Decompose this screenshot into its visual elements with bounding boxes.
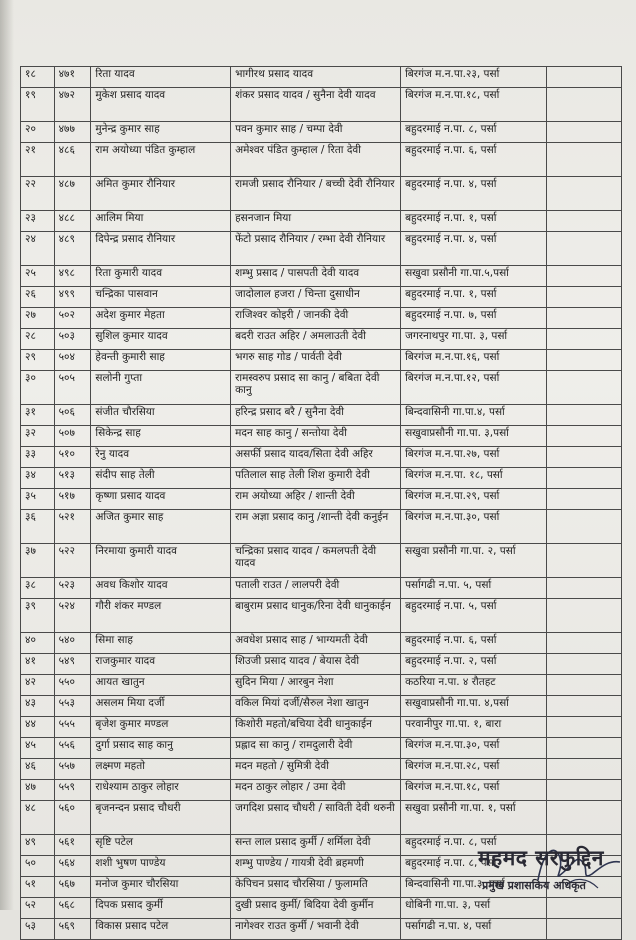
candidate-name-cell: गौरी शंकर मण्डल [91,599,231,633]
table-row [21,350,622,371]
blank-cell [547,177,622,211]
serial-number-cell: ४९ [21,835,55,856]
roll-number-cell: ५१७ [54,489,91,510]
table-row [21,801,622,835]
serial-number-cell: ३९ [21,599,55,633]
parents-name-cell: हसनजान मिया [231,211,401,232]
blank-cell [547,578,622,599]
candidate-name-cell: दुर्गा प्रसाद साह कानु [91,738,231,759]
blank-cell [547,738,622,759]
serial-number-cell: ५३ [21,919,55,940]
table-row [21,122,622,143]
parents-name-cell: असर्फी प्रसाद यादव/सिता देवी अहिर [231,447,401,468]
parents-name-cell: नागेश्वर राउत कुर्मी / भवानी देवी [231,919,401,940]
serial-number-cell: २७ [21,308,55,329]
table-row [21,211,622,232]
candidate-name-cell: रिता कुमारी यादव [91,266,231,287]
signatory-name: महमद सरफुद्दिन [478,845,604,870]
roll-number-cell: ५२१ [54,510,91,544]
roll-number-cell: ५०७ [54,426,91,447]
blank-cell [547,67,622,88]
serial-number-cell: ३८ [21,578,55,599]
table-row [21,426,622,447]
candidate-name-cell: सृष्टि पटेल [91,835,231,856]
serial-number-cell: २५ [21,266,55,287]
address-cell: धोबिनी गा.पा. ३, पर्सा [401,898,547,919]
blank-cell [547,447,622,468]
blank-cell [547,780,622,801]
serial-number-cell: ५२ [21,898,55,919]
roll-number-cell: ५२२ [54,544,91,578]
candidate-name-cell: मनोज कुमार चौरसिया [91,877,231,898]
address-cell: पर्सागढी न.पा. ४, पर्सा [401,919,547,940]
roll-number-cell: ५२४ [54,599,91,633]
parents-name-cell: जगदिश प्रसाद चौधरी / साविती देवी थरुनी [231,801,401,835]
candidate-name-cell: अवध किशोर यादव [91,578,231,599]
blank-cell [547,122,622,143]
table-row [21,578,622,599]
candidate-name-cell: रेनु यादव [91,447,231,468]
address-cell: बहुदरमाई न.पा. ६, पर्सा [401,633,547,654]
address-cell: बहुदरमाई न.पा. ८, पर्सा [401,856,547,877]
parents-name-cell: पतिलाल साह तेली शिश कुमारी देवी [231,468,401,489]
candidate-name-cell: निरमाया कुमारी यादव [91,544,231,578]
table-row [21,329,622,350]
serial-number-cell: १८ [21,67,55,88]
roll-number-cell: ५०४ [54,350,91,371]
candidate-name-cell: सिकेन्द्र साह [91,426,231,447]
serial-number-cell: ४१ [21,654,55,675]
table-row [21,143,622,177]
roll-number-cell: ५५६ [54,738,91,759]
parents-name-cell: भगरु साह गोड / पार्वती देवी [231,350,401,371]
roll-number-cell: ५६८ [54,898,91,919]
serial-number-cell: २६ [21,287,55,308]
serial-number-cell: २९ [21,350,55,371]
table-row [21,447,622,468]
parents-name-cell: राजिश्वर कोइरी / जानकी देवी [231,308,401,329]
parents-name-cell: बदरी राउत अहिर / अमलाउती देवी [231,329,401,350]
candidate-name-cell: अदेश कुमार मेहता [91,308,231,329]
roll-number-cell: ५६४ [54,856,91,877]
roll-number-cell: ५५७ [54,759,91,780]
blank-cell [547,287,622,308]
serial-number-cell: १९ [21,88,55,122]
page-edge-shadow [0,0,14,910]
blank-cell [547,350,622,371]
blank-cell [547,599,622,633]
roll-number-cell: ४८८ [54,211,91,232]
roll-number-cell: ४९८ [54,266,91,287]
serial-number-cell: ४४ [21,717,55,738]
address-cell: बहुदरमाई न.पा. ५, पर्सा [401,599,547,633]
address-cell: सखुवा प्रसौनी गा.पा.५,पर्सा [401,266,547,287]
roll-number-cell: ४८९ [54,232,91,266]
address-cell: सखुवा प्रसौनी गा.पा. १, पर्सा [401,801,547,835]
serial-number-cell: ३२ [21,426,55,447]
table-row [21,287,622,308]
blank-cell [547,510,622,544]
table-row [21,177,622,211]
candidate-name-cell: सिमा साह [91,633,231,654]
serial-number-cell: ३१ [21,405,55,426]
blank-cell [547,544,622,578]
address-cell: बिरगंज म.न.पा.१२, पर्सा [401,371,547,405]
address-cell: सखुवाप्रसौनी गा.पा. ३,पर्सा [401,426,547,447]
table-row [21,510,622,544]
roll-number-cell: ४८७ [54,177,91,211]
table-row [21,371,622,405]
table-row [21,266,622,287]
parents-name-cell: शिउजी प्रसाद यादव / बेयास देवी [231,654,401,675]
parents-name-cell: हरिन्द्र प्रसाद बरै / सुनैना देवी [231,405,401,426]
candidate-table [20,66,622,940]
serial-number-cell: २४ [21,232,55,266]
candidate-name-cell: कृष्णा प्रसाद यादव [91,489,231,510]
table-row [21,599,622,633]
address-cell: बिरगंज म.न.पा. १८, पर्सा [401,468,547,489]
parents-name-cell: किशोरी महतो/बचिया देवी धानुकाईन [231,717,401,738]
blank-cell [547,405,622,426]
blank-cell [547,232,622,266]
parents-name-cell: राम अज्ञा प्रसाद कानु /शान्ती देवी कनुईन [231,510,401,544]
candidate-name-cell: आलिम मिया [91,211,231,232]
table-row [21,232,622,266]
signatory-title: प्रमुख प्रशासकिय अधिकृत [482,879,586,892]
table-row [21,675,622,696]
blank-cell [547,88,622,122]
roll-number-cell: ५२३ [54,578,91,599]
table-row [21,780,622,801]
candidate-name-cell: संजीत चौरसिया [91,405,231,426]
serial-number-cell: ४२ [21,675,55,696]
blank-cell [547,696,622,717]
table-row [21,468,622,489]
address-cell: बिरगंज म.न.पा.२८, पर्सा [401,759,547,780]
table-row [21,544,622,578]
candidate-name-cell: आयत खातुन [91,675,231,696]
address-cell: बहुदरमाई न.पा. ४, पर्सा [401,232,547,266]
serial-number-cell: ५१ [21,877,55,898]
table-row [21,717,622,738]
address-cell: जगरनाथपुर गा.पा. ३, पर्सा [401,329,547,350]
parents-name-cell: रामजी प्रसाद रौनियार / बच्ची देवी रौनियार [231,177,401,211]
blank-cell [547,371,622,405]
candidate-table-body [21,67,622,940]
serial-number-cell: ४५ [21,738,55,759]
blank-cell [547,633,622,654]
roll-number-cell: ५०२ [54,308,91,329]
parents-name-cell: चन्द्रिका प्रसाद यादव / कमलपती देवी यादव [231,544,401,578]
roll-number-cell: ५५३ [54,696,91,717]
address-cell: बहुदरमाई न.पा. १, पर्सा [401,287,547,308]
parents-name-cell: शम्भु पाण्डेय / गायत्री देवी ब्रहमणी [231,856,401,877]
candidate-name-cell: संदीप साह तेली [91,468,231,489]
roll-number-cell: ५१३ [54,468,91,489]
address-cell: बहुदरमाई न.पा. ७, पर्सा [401,308,547,329]
parents-name-cell: फेंटो प्रसाद रौनियार / रम्भा देवी रौनियार [231,232,401,266]
table-row [21,308,622,329]
roll-number-cell: ४७२ [54,88,91,122]
blank-cell [547,426,622,447]
candidate-name-cell: दिपक प्रसाद कुर्मी [91,898,231,919]
candidate-name-cell: राधेश्याम ठाकुर लोहार [91,780,231,801]
parents-name-cell: रामस्वरुप प्रसाद सा कानु / बबिता देवी कानु [231,371,401,405]
serial-number-cell: ४६ [21,759,55,780]
blank-cell [547,329,622,350]
blank-cell [547,801,622,835]
serial-number-cell: २८ [21,329,55,350]
serial-number-cell: ३० [21,371,55,405]
address-cell: बिन्दवासिनी गा.पा.३, पर्सा [401,877,547,898]
serial-number-cell: ५० [21,856,55,877]
parents-name-cell: मदन ठाकुर लोहार / उमा देवी [231,780,401,801]
table-row [21,88,622,122]
parents-name-cell: पवन कुमार साह / चम्पा देवी [231,122,401,143]
roll-number-cell: ४८६ [54,143,91,177]
table-row [21,919,622,940]
parents-name-cell: पताली राउत / लालपरी देवी [231,578,401,599]
roll-number-cell: ५०३ [54,329,91,350]
address-cell: बिरगंज म.न.पा.१८, पर्सा [401,88,547,122]
address-cell: बिरगंज म.न.पा.३०, पर्सा [401,510,547,544]
candidate-name-cell: दिपेन्द्र प्रसाद रौनियार [91,232,231,266]
parents-name-cell: दुखी प्रसाद कुर्मी/ बिदिया देवी कुर्मीन [231,898,401,919]
blank-cell [547,759,622,780]
roll-number-cell: ४७१ [54,67,91,88]
roll-number-cell: ५०६ [54,405,91,426]
blank-cell [547,675,622,696]
table-row [21,738,622,759]
roll-number-cell: ५१० [54,447,91,468]
parents-name-cell: मदन महतो / सुमित्री देवी [231,759,401,780]
blank-cell [547,143,622,177]
parents-name-cell: सन्त लाल प्रसाद कुर्मी / शर्मिला देवी [231,835,401,856]
blank-cell [547,266,622,287]
serial-number-cell: ४३ [21,696,55,717]
parents-name-cell: प्रह्लाद सा कानु / रामदुलारी देवी [231,738,401,759]
table-row [21,633,622,654]
address-cell: बिरगंज म.न.पा.२९, पर्सा [401,489,547,510]
roll-number-cell: ४७७ [54,122,91,143]
candidate-name-cell: मुकेश प्रसाद यादव [91,88,231,122]
parents-name-cell: वकिल मियां दर्जी/सैरुल नेशा खातुन [231,696,401,717]
candidate-name-cell: मुनेन्द्र कुमार साह [91,122,231,143]
serial-number-cell: ४७ [21,780,55,801]
parents-name-cell: अवधेश प्रसाद साह / भाग्यमती देवी [231,633,401,654]
table-row [21,696,622,717]
blank-cell [547,308,622,329]
serial-number-cell: २३ [21,211,55,232]
candidate-name-cell: विकास प्रसाद पटेल [91,919,231,940]
serial-number-cell: २२ [21,177,55,211]
roll-number-cell: ५४० [54,633,91,654]
address-cell: बिरगंज म.न.पा.२७, पर्सा [401,447,547,468]
parents-name-cell: बाबुराम प्रसाद धानुक/रिना देवी धानुकाईन [231,599,401,633]
serial-number-cell: ४८ [21,801,55,835]
parents-name-cell: शंकर प्रसाद यादव / सुनैना देवी यादव [231,88,401,122]
candidate-name-cell: सलोनी गुप्ता [91,371,231,405]
address-cell: कठरिया न.पा. ४ रौतहट [401,675,547,696]
candidate-name-cell: चन्द्रिका पासवान [91,287,231,308]
address-cell: बिरगंज म.न.पा.३०, पर्सा [401,738,547,759]
table-row [21,67,622,88]
table-row [21,489,622,510]
address-cell: सखुवा प्रसौनी गा.पा. २, पर्सा [401,544,547,578]
address-cell: बिरगंज म.न.पा.१६, पर्सा [401,350,547,371]
candidate-name-cell: लक्ष्मण महतो [91,759,231,780]
address-cell: बहुदरमाई न.पा. ८, पर्सा [401,122,547,143]
parents-name-cell: जादोलाल हजरा / चिन्ता दुसाधीन [231,287,401,308]
address-cell: बहुदरमाई न.पा. २, पर्सा [401,654,547,675]
table-row [21,405,622,426]
roll-number-cell: ५०५ [54,371,91,405]
parents-name-cell: केपिचन प्रसाद चौरसिया / फुलामति [231,877,401,898]
address-cell: पर्सागढी न.पा. ५, पर्सा [401,578,547,599]
roll-number-cell: ५५९ [54,780,91,801]
candidate-name-cell: अमित कुमार रौनियार [91,177,231,211]
serial-number-cell: ४० [21,633,55,654]
roll-number-cell: ५६७ [54,877,91,898]
address-cell: बहुदरमाई न.पा. ८, पर्सा [401,835,547,856]
parents-name-cell: शम्भु प्रसाद / पासपती देवी यादव [231,266,401,287]
parents-name-cell: सुदिन मिया / आरबुन नेशा [231,675,401,696]
roll-number-cell: ५५० [54,675,91,696]
signature-block [470,840,630,904]
address-cell: बिरगंज म.न.पा.२३, पर्सा [401,67,547,88]
blank-cell [547,468,622,489]
roll-number-cell: ५६१ [54,835,91,856]
candidate-name-cell: रिता यादव [91,67,231,88]
address-cell: सखुवाप्रसौनी गा.पा. ४,पर्सा [401,696,547,717]
parents-name-cell: भागीरथ प्रसाद यादव [231,67,401,88]
candidate-name-cell: बृजेश कुमार मण्डल [91,717,231,738]
candidate-name-cell: बृजनन्दन प्रसाद चौधरी [91,801,231,835]
blank-cell [547,919,622,940]
candidate-name-cell: राम अयोध्या पंडित कुम्हाल [91,143,231,177]
candidate-name-cell: शशी भुषण पाण्डेय [91,856,231,877]
table-row [21,759,622,780]
candidate-name-cell: सुशिल कुमार यादव [91,329,231,350]
serial-number-cell: ३४ [21,468,55,489]
address-cell: बहुदरमाई न.पा. १, पर्सा [401,211,547,232]
candidate-name-cell: राजकुमार यादव [91,654,231,675]
serial-number-cell: ३७ [21,544,55,578]
address-cell: बहुदरमाई न.पा. ४, पर्सा [401,177,547,211]
blank-cell [547,717,622,738]
candidate-name-cell: हेवन्ती कुमारी साह [91,350,231,371]
roll-number-cell: ५६९ [54,919,91,940]
candidate-name-cell: असलम मिया दर्जी [91,696,231,717]
serial-number-cell: २० [21,122,55,143]
candidate-name-cell: अजित कुमार साह [91,510,231,544]
serial-number-cell: ३५ [21,489,55,510]
serial-number-cell: ३३ [21,447,55,468]
roll-number-cell: ५४९ [54,654,91,675]
table-row [21,654,622,675]
parents-name-cell: राम अयोध्या अहिर / शान्ती देवी [231,489,401,510]
parents-name-cell: मदन साह कानु / सन्तोया देवी [231,426,401,447]
roll-number-cell: ५६० [54,801,91,835]
serial-number-cell: २१ [21,143,55,177]
roll-number-cell: ५५५ [54,717,91,738]
blank-cell [547,489,622,510]
parents-name-cell: अमेश्वर पंडित कुम्हाल / रिता देवी [231,143,401,177]
blank-cell [547,654,622,675]
roll-number-cell: ४९९ [54,287,91,308]
address-cell: परवानीपुर गा.पा. १, बारा [401,717,547,738]
address-cell: बहुदरमाई न.पा. ६, पर्सा [401,143,547,177]
address-cell: बिन्दवासिनी गा.पा.४, पर्सा [401,405,547,426]
address-cell: बिरगंज म.न.पा.१८, पर्सा [401,780,547,801]
serial-number-cell: ३६ [21,510,55,544]
blank-cell [547,211,622,232]
